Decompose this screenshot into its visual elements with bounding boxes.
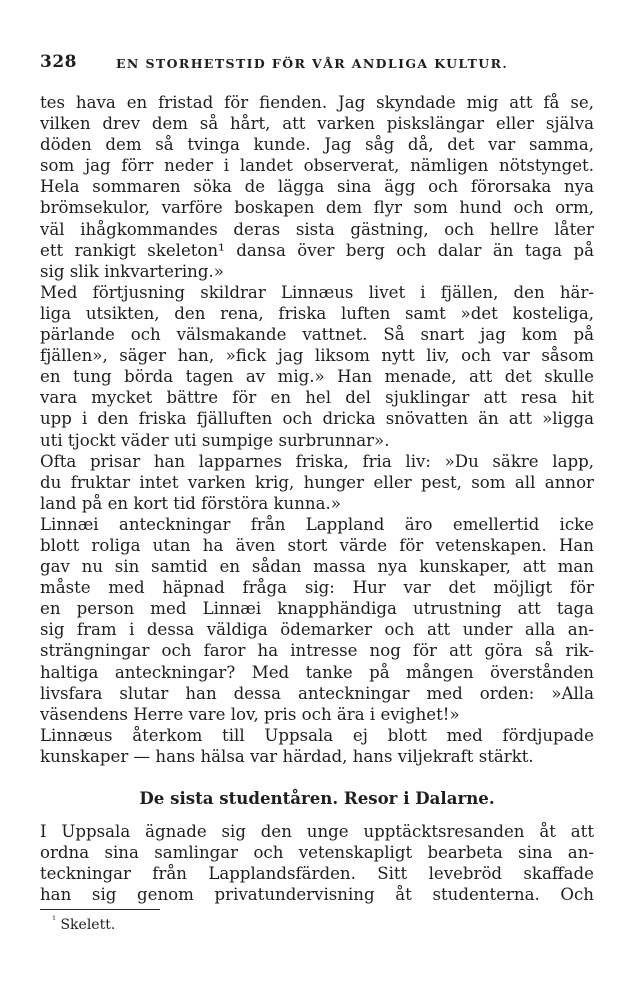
text-block-after-heading <box>40 821 594 905</box>
text-line: uti tjockt väder uti sumpige surbrunnar». <box>40 430 390 450</box>
body-text <box>40 92 594 905</box>
text-line: teckningar från Lapplandsfärden. Sitt levebröd skaffade <box>40 864 594 884</box>
text-line: I Uppsala ägnade sig den unge upptäcktsresanden åt att <box>40 822 594 841</box>
text-line: han sig genom privatundervisning åt studenterna. Och <box>40 885 594 905</box>
text-line: väsendens Herre vare lov, pris och ära i evighet!» <box>40 704 460 724</box>
text-line: sig fram i dessa väldiga ödemarker och att under alla an- <box>40 620 594 640</box>
text-line: vara mycket bättre för en hel del sjuklingar att resa hit <box>40 388 594 408</box>
text-line: blott roliga utan ha även stort värde för vetenskapen. Han <box>40 535 594 555</box>
text-line: väl ihågkommandes deras sista gästning, och hellre låter <box>40 219 594 239</box>
text-line: Linnæi anteckningar från Lappland äro emellertid icke <box>40 514 594 534</box>
text-line: fjällen», säger han, »fick jag liksom nytt liv, och var såsom <box>40 346 594 366</box>
text-line: döden dem så tvinga kunde. Jag såg då, det var samma, <box>40 135 594 155</box>
text-line: Med förtjusning skildrar Linnæus livet i fjällen, den här- <box>40 282 594 302</box>
text-line: en tung börda tagen av mig.» Han menade, att det skulle <box>40 367 594 387</box>
page-header <box>40 52 600 76</box>
section-heading: De sista studentåren. Resor i Dalarne. <box>139 788 495 808</box>
text-line: som jag förr neder i landet observerat, nämligen nötstynget. <box>40 156 594 176</box>
text-line: strängningar och faror ha intresse nog för att göra så rik- <box>40 641 594 661</box>
footnote-text: Skelett. <box>60 917 116 933</box>
footnote-marker: ¹ <box>52 915 57 926</box>
text-line: vilken drev dem så hårt, att varken piskslängar eller själva <box>40 114 594 134</box>
text-line: sig slik inkvartering.» <box>40 261 224 281</box>
text-line: upp i den friska fjälluften och dricka snövatten än att »ligga <box>40 409 594 429</box>
page-number: 328 <box>40 52 77 72</box>
text-line: brömsekulor, varföre boskapen dem flyr som hund och orm, <box>40 198 594 218</box>
text-block-before-heading <box>40 92 594 767</box>
text-line: Ofta prisar han lapparnes friska, fria liv: »Du säkre lapp, <box>40 451 594 471</box>
text-line: en person med Linnæi knapphändiga utrustning att taga <box>40 599 594 619</box>
text-line: liga utsikten, den rena, friska luften samt »det kosteliga, <box>40 303 594 323</box>
text-line: livsfara slutar han dessa anteckningar med orden: »Alla <box>40 683 594 703</box>
text-line: pärlande och välsmakande vattnet. Så snart jag kom på <box>40 325 594 345</box>
text-line: måste med häpnad fråga sig: Hur var det möjligt för <box>40 578 594 598</box>
text-line: ett rankigt skeleton¹ dansa över berg och dalar än taga på <box>40 240 594 260</box>
footnote <box>52 916 115 934</box>
text-line: ordna sina samlingar och vetenskapligt bearbeta sina an- <box>40 843 594 863</box>
text-line: Linnæus återkom till Uppsala ej blott med fördjupade <box>40 725 594 745</box>
running-title: EN STORHETSTID FÖR VÅR ANDLIGA KULTUR. <box>116 56 509 71</box>
text-line: du fruktar intet varken krig, hunger eller pest, som all annor <box>40 472 594 492</box>
text-line: land på en kort tid förstöra kunna.» <box>40 493 341 513</box>
footnote-rule <box>40 909 160 910</box>
text-line: Hela sommaren söka de lägga sina ägg och förorsaka nya <box>40 177 594 197</box>
text-line: haltiga anteckningar? Med tanke på mången överstånden <box>40 662 594 682</box>
text-line: tes hava en fristad för fienden. Jag skyndade mig att få se, <box>40 93 594 112</box>
text-line: kunskaper — hans hälsa var härdad, hans viljekraft stärkt. <box>40 746 534 766</box>
text-line: gav nu sin samtid en sådan massa nya kunskaper, att man <box>40 557 594 577</box>
